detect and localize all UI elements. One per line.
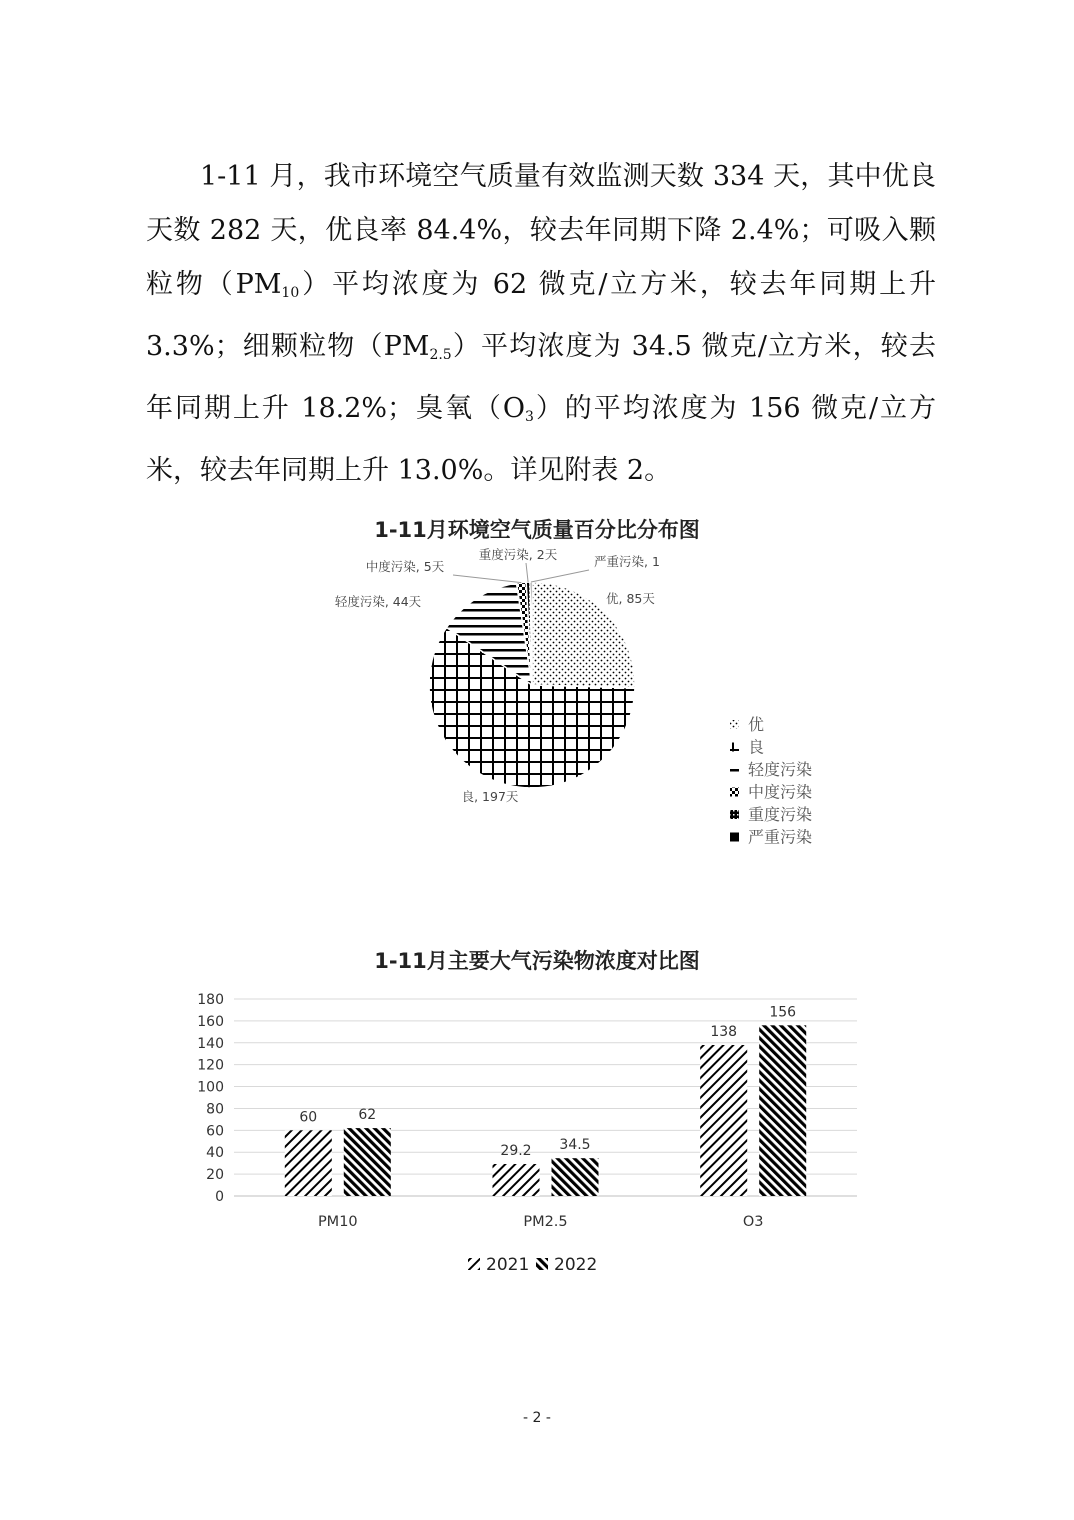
- bar-legend-label-2022: 2022: [554, 1255, 598, 1275]
- pie-label-3: 中度污染, 5天: [365, 559, 445, 574]
- pie-legend-swatch-4: [730, 810, 739, 819]
- pie-legend-label-0: 优: [748, 715, 765, 734]
- pie-leader-lines: [453, 563, 589, 583]
- y-tick-4: 80: [206, 1101, 224, 1118]
- pie-legend-label-5: 严重污染: [748, 827, 813, 847]
- summary-text-4: ）的平均浓度为 156 微克/立方米，较去年同期上升 13.0%。详见附表 2。: [146, 393, 936, 486]
- pm10-subscript: 10: [281, 285, 300, 301]
- pie-legend-swatch-0: [730, 720, 739, 729]
- bar-legend-label-2021: 2021: [486, 1255, 530, 1275]
- bar-label-2021-O3: 138: [710, 1024, 738, 1040]
- summary-text-1: 1-11 月，我市环境空气质量有效监测天数 334 天，其中优良天数 282 天，优良率 84.4%，较去年同期下降 2.4%；可吸入颗粒物（PM: [146, 161, 936, 300]
- bar-y-tick-labels: [197, 992, 224, 1205]
- pie-leader-3: [453, 575, 521, 583]
- bar-2022-PM10: [344, 1128, 391, 1196]
- bar-label-2022-PM10: 62: [358, 1107, 377, 1124]
- bar-label-2021-PM10: 60: [299, 1109, 318, 1126]
- x-tick-2: O3: [742, 1214, 764, 1230]
- pie-leader-5: [531, 570, 589, 582]
- pie-legend-swatch-2: [730, 765, 739, 774]
- pie-label-1: 良, 197天: [461, 789, 519, 804]
- bar-2021-O3: [700, 1045, 747, 1196]
- pie-legend-label-1: 良: [748, 737, 765, 757]
- bar-label-2021-PM2.5: 29.2: [500, 1143, 532, 1159]
- pie-legend-label-4: 重度污染: [748, 805, 813, 824]
- pm25-subscript: 2.5: [429, 347, 452, 363]
- bar-2021-PM10: [285, 1130, 332, 1196]
- bar-label-2022-O3: 156: [769, 1004, 797, 1021]
- pie-legend-label-3: 中度污染: [748, 782, 813, 802]
- page-number: - 2 -: [523, 1410, 551, 1426]
- pie-legend-label-2: 轻度污染: [748, 760, 813, 779]
- bar-2022-PM2.5: [552, 1158, 599, 1196]
- y-tick-5: 100: [197, 1079, 224, 1096]
- summary-paragraph: [146, 150, 936, 498]
- y-tick-1: 20: [206, 1167, 224, 1184]
- pie-chart-title: 1-11月环境空气质量百分比分布图: [374, 518, 700, 542]
- bar-2022-O3: [759, 1025, 806, 1196]
- summary-text-2: ）平均浓度为 62 微克/立方米，较去年同期上升 3.3%；细颗粒物（PM: [146, 269, 936, 362]
- y-tick-6: 120: [197, 1057, 224, 1074]
- pie-label-4: 重度污染, 2天: [478, 547, 558, 562]
- bar-legend-swatch-2021: [468, 1258, 480, 1270]
- y-tick-3: 60: [206, 1123, 224, 1140]
- y-tick-2: 40: [206, 1145, 224, 1162]
- y-tick-0: 0: [215, 1189, 224, 1205]
- pie-legend-swatch-5: [730, 833, 739, 842]
- pie-label-0: 优, 85天: [606, 591, 655, 606]
- pie-label-5: 严重污染, 1: [594, 554, 660, 569]
- summary-text-3: ）平均浓度为 34.5 微克/立方米，较去年同期上升 18.2%；臭氧（O: [146, 331, 936, 424]
- bar-legend-swatch-2022: [536, 1258, 548, 1270]
- bar-legend: [468, 1255, 597, 1275]
- pie-slices: [429, 582, 635, 788]
- y-tick-8: 160: [197, 1013, 224, 1030]
- pie-chart: [0, 545, 1074, 885]
- y-tick-9: 180: [197, 992, 224, 1008]
- bar-x-tick-labels: [318, 1214, 764, 1230]
- o3-subscript: 3: [524, 409, 534, 425]
- x-tick-1: PM2.5: [523, 1214, 568, 1230]
- bar-label-2022-PM2.5: 34.5: [559, 1137, 591, 1154]
- pie-legend-swatch-3: [730, 788, 739, 797]
- pie-legend-swatch-1: [730, 743, 739, 752]
- bar-chart-title: 1-11月主要大气污染物浓度对比图: [374, 949, 700, 973]
- pie-leader-4: [526, 563, 528, 582]
- pie-label-2: 轻度污染, 44天: [334, 594, 422, 609]
- y-tick-7: 140: [197, 1035, 224, 1052]
- bar-chart: [0, 985, 1074, 1305]
- pie-legend: [730, 715, 812, 847]
- x-tick-0: PM10: [317, 1214, 358, 1230]
- bar-2021-PM2.5: [493, 1164, 540, 1196]
